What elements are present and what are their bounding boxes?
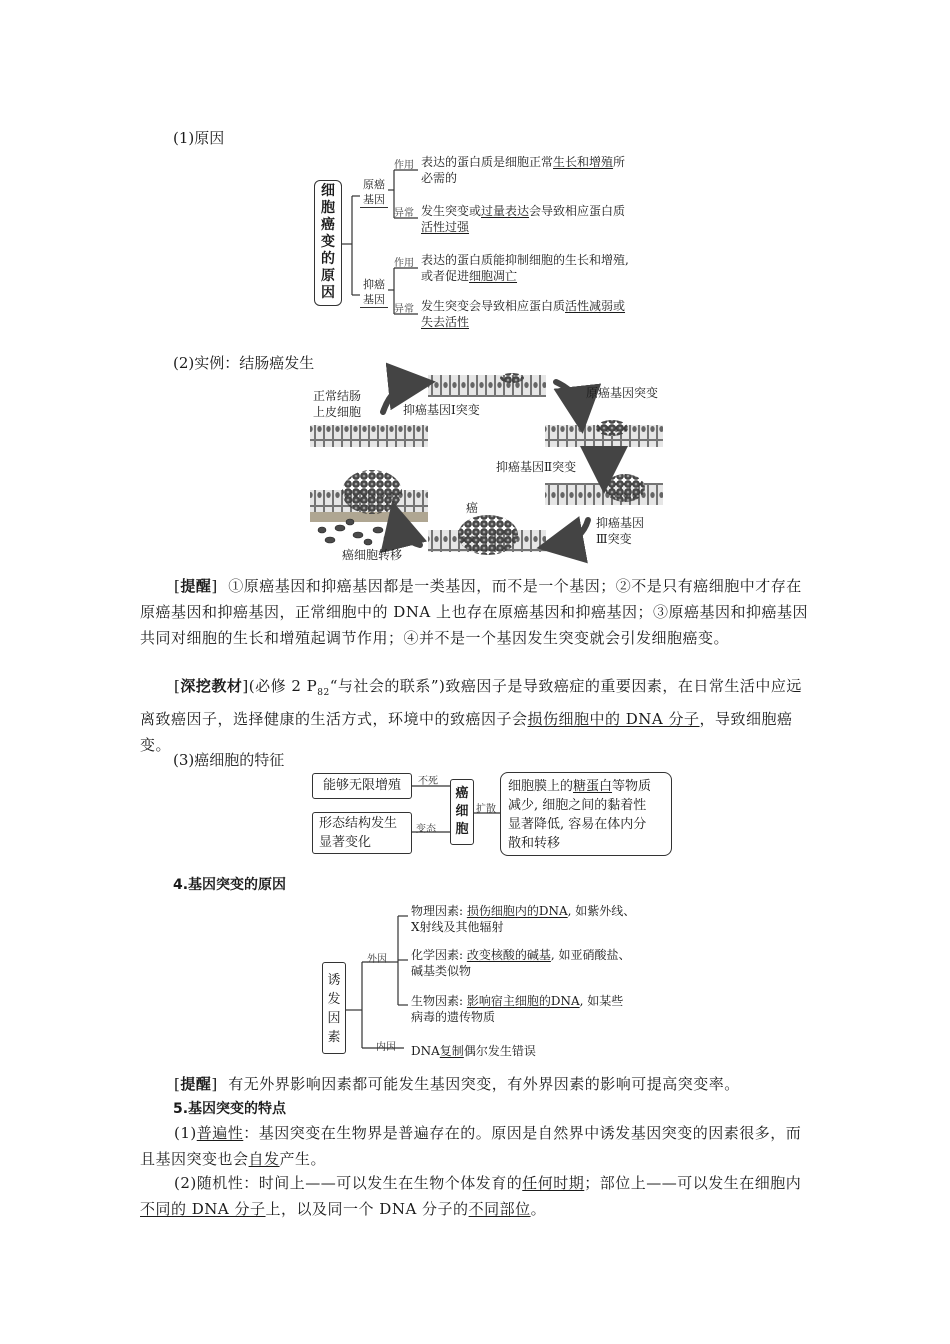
proto-gene-label	[360, 177, 388, 208]
text-run: 表达的蛋白质能抑制细胞的生长和增殖,	[421, 253, 629, 267]
tip2-text: 有无外界影响因素都可能发生基因突变，有外界因素的影响可提高突变率。	[228, 1075, 740, 1093]
normal-epithelium	[310, 425, 428, 447]
step1-label: 抑癌基因Ⅰ突变	[403, 403, 480, 417]
label-line: Ⅲ突变	[596, 532, 632, 546]
key-point: 普遍性	[196, 1124, 244, 1142]
text-run: 生物因素:	[411, 994, 467, 1008]
epithelium-stage1	[428, 375, 546, 397]
box-line: 显著降低, 容易在体内分	[508, 817, 647, 832]
key-point: 任何时期	[522, 1174, 585, 1192]
cause-title-char: 原	[321, 268, 335, 284]
tip1-paragraph: [提醒] ①原癌基因和抑癌基因都是一类基因，而不是一个基因；②不是只有癌细胞中才存在原癌基因和抑癌基因，正常细胞中的 DNA 上也存在原癌基因和抑癌基因；③原癌基因和抑癌基因共同对细胞的生长和增殖起调节作用；④并不是一个基因发生突变就会引发细胞癌变。	[140, 577, 809, 647]
cancer-label: 癌	[466, 501, 479, 515]
text-run: 细胞膜上的	[508, 779, 574, 794]
cause-title-char: 细	[321, 183, 335, 199]
cancer-cell-char: 细	[455, 804, 469, 819]
anti-abnormal-tag: 异常	[394, 304, 414, 315]
key-point: 不同的 DNA 分子	[140, 1200, 266, 1218]
box-line: 散和转移	[508, 836, 561, 851]
anti-abnormal-text	[421, 298, 681, 330]
key-point: 生长和增殖	[553, 155, 614, 169]
box-line: 显著变化	[319, 835, 372, 850]
proto-action-text	[421, 154, 671, 186]
anti-gene-label	[360, 277, 388, 308]
text-run: 产生。	[279, 1150, 327, 1168]
text-run: 等物质	[612, 779, 652, 794]
text-run: 表达的蛋白质是细胞正常	[421, 155, 554, 169]
text-run: 发生突变或	[421, 204, 482, 218]
text-run: , 如某些	[579, 994, 624, 1008]
cancer-cell-char: 胞	[455, 822, 469, 837]
key-point: 影响宿主细胞的DNA	[466, 994, 580, 1008]
epithelium-metastasis	[310, 490, 428, 512]
cause-title-char: 胞	[321, 200, 335, 216]
anti-gene-label-line: 抑癌	[363, 278, 385, 291]
cause-title-char: 因	[321, 285, 335, 301]
text-run: 必需的	[421, 171, 458, 185]
key-point: 损伤细胞中的 DNA 分子	[527, 710, 700, 728]
induce-factors-char: 发	[327, 992, 341, 1007]
step3-label: 抑癌基因Ⅱ突变	[496, 460, 577, 474]
section4-heading: 4.基因突变的原因	[173, 877, 287, 893]
text-run: 所	[613, 155, 626, 169]
epithelium-stage3	[545, 483, 663, 505]
text-run: 或者促进	[421, 269, 470, 283]
biological-factors	[411, 993, 681, 1025]
immortal-tag: 不死	[418, 776, 438, 787]
physical-factors	[411, 903, 681, 935]
page-ref: 82	[317, 688, 330, 698]
text-run: “与社会的联系”)	[329, 677, 446, 695]
text-run: (2)随机性：时间上——可以发生在生物个体发育的	[174, 1174, 523, 1192]
anti-action-tag: 作用	[394, 258, 414, 269]
tumor-mass	[458, 515, 518, 555]
randomness-paragraph	[140, 1170, 810, 1222]
key-point: 失去活性	[421, 315, 470, 329]
unlimited-proliferation-box: 能够无限增殖	[312, 773, 412, 799]
text-run: (必修 2 P	[248, 677, 318, 695]
morphology-change-box	[312, 812, 412, 854]
step2-label: 原癌基因突变	[586, 386, 659, 400]
text-run: 物理因素:	[411, 904, 467, 918]
cancer-features-box	[500, 772, 672, 856]
invasive-tumor	[342, 470, 402, 514]
key-point: 自发	[248, 1150, 280, 1168]
text-run: 病毒的遗传物质	[411, 1010, 496, 1024]
spread-tag: 扩散	[476, 804, 496, 815]
step4-label	[596, 515, 644, 547]
text-run: , 如亚硝酸盐、	[550, 948, 631, 962]
label-line: 上皮细胞	[313, 405, 362, 419]
migrating-cancer-cells	[318, 519, 392, 545]
label-line: 抑癌基因	[596, 516, 645, 530]
text-run: 。	[530, 1200, 547, 1218]
tip1-label: 提醒	[180, 577, 212, 595]
dig-label: 深挖教材	[180, 677, 243, 695]
text-run: ：基因突变在生物界是普遍存在的。原因是自然界中诱发基因突变的因素很多，而且基因突变也会	[140, 1124, 802, 1168]
text-run: 化学因素:	[411, 948, 467, 962]
key-point: 过量表达	[481, 204, 530, 218]
text-run: 偶尔发生错误	[463, 1044, 536, 1058]
normal-cells-label	[313, 388, 361, 420]
induce-factors-box	[322, 962, 346, 1054]
section2-heading: (2)实例：结肠癌发生	[173, 354, 315, 372]
induce-factors-char: 因	[327, 1011, 341, 1026]
box-line: 形态结构发生	[319, 816, 398, 831]
metastasis-label: 癌细胞转移	[342, 548, 403, 562]
cause-title-char: 癌	[321, 217, 335, 233]
section1-heading: (1)原因	[173, 129, 225, 147]
key-point: 损伤细胞内的DNA	[466, 904, 568, 918]
key-point: 活性减弱或	[565, 299, 626, 313]
key-point: 活性过强	[421, 220, 470, 234]
section3-heading: (3)癌细胞的特征	[173, 751, 285, 769]
key-point: 糖蛋白	[573, 779, 613, 794]
proto-abnormal-text	[421, 203, 671, 235]
text-run: ；部位上——可以发生在细胞内	[584, 1174, 802, 1192]
epithelium-stage2	[545, 425, 663, 447]
key-point: 复制	[439, 1044, 464, 1058]
cancer-cell-box	[450, 779, 474, 845]
text-run: 上，以及同一个 DNA 分子的	[265, 1200, 469, 1218]
tip1-text: ①原癌基因和抑癌基因都是一类基因，而不是一个基因；②不是只有癌细胞中才存在原癌基因和抑癌基因，正常细胞中的 DNA 上也存在原癌基因和抑癌基因；③原癌基因和抑癌基因共同对细胞的生长和增殖起调节作用；④并不是一个基因发生突变就会引发细胞癌变。	[140, 577, 809, 647]
text-run: 碱基类似物	[411, 964, 472, 978]
proto-action-tag: 作用	[394, 160, 414, 171]
text-run: X射线及其他辐射	[411, 920, 504, 934]
induce-factors-char: 素	[327, 1030, 341, 1045]
tip2-paragraph: [提醒] 有无外界影响因素都可能发生基因突变，有外界因素的影响可提高突变率。	[174, 1075, 740, 1093]
dig-paragraph: [深挖教材](必修 2 $P_{82}“$与社会的联系”)致癌因子是导致癌症的重要因素，在日常生活中应远离致癌因子，选择健康的生活方式，环境中的致癌因子会损伤细胞中的 DNA 分子，导致细胞癌变。	[140, 677, 802, 754]
text-run: 会导致相应蛋白质	[529, 204, 626, 218]
text-run: (1)	[174, 1124, 197, 1142]
box-line: 减少, 细胞之间的黏着性	[508, 798, 647, 813]
chemical-factors	[411, 947, 681, 979]
cancer-cell-char: 癌	[455, 786, 469, 801]
text-run: ，导致细胞癌变。	[140, 710, 793, 754]
key-point: 细胞凋亡	[469, 269, 518, 283]
text-run: 发生突变会导致相应蛋白质	[421, 299, 566, 313]
text-run: DNA	[411, 1044, 440, 1058]
epithelium-cancer	[428, 530, 546, 552]
proto-abnormal-tag: 异常	[394, 208, 414, 219]
proto-gene-label-line: 原癌	[363, 178, 385, 191]
anti-action-text	[421, 252, 681, 284]
key-point: 改变核酸的碱基	[466, 948, 551, 962]
cause-title-char: 的	[321, 251, 335, 267]
induce-factors-char: 诱	[327, 973, 341, 988]
cause-title-char: 变	[321, 234, 335, 250]
universality-paragraph	[140, 1120, 810, 1172]
section5-heading: 5.基因突变的特点	[173, 1101, 287, 1117]
text-run: 致癌因子是导致癌症的重要因素，在日常生活中应远离致癌因子，选择健康的生活方式，环境中的致癌因子会	[140, 677, 802, 728]
label-line: 正常结肠	[313, 389, 362, 403]
cause-title-box	[314, 180, 342, 306]
internal-tag: 内因	[376, 1042, 396, 1053]
internal-factor	[411, 1043, 681, 1059]
text-run: , 如紫外线、	[567, 904, 636, 918]
anti-gene-label-line: 基因	[363, 293, 385, 306]
transform-tag: 变态	[416, 824, 436, 835]
external-tag: 外因	[367, 954, 387, 965]
key-point: 不同部位	[468, 1200, 531, 1218]
tip2-label: 提醒	[180, 1075, 212, 1093]
proto-gene-label-line: 基因	[363, 193, 385, 206]
